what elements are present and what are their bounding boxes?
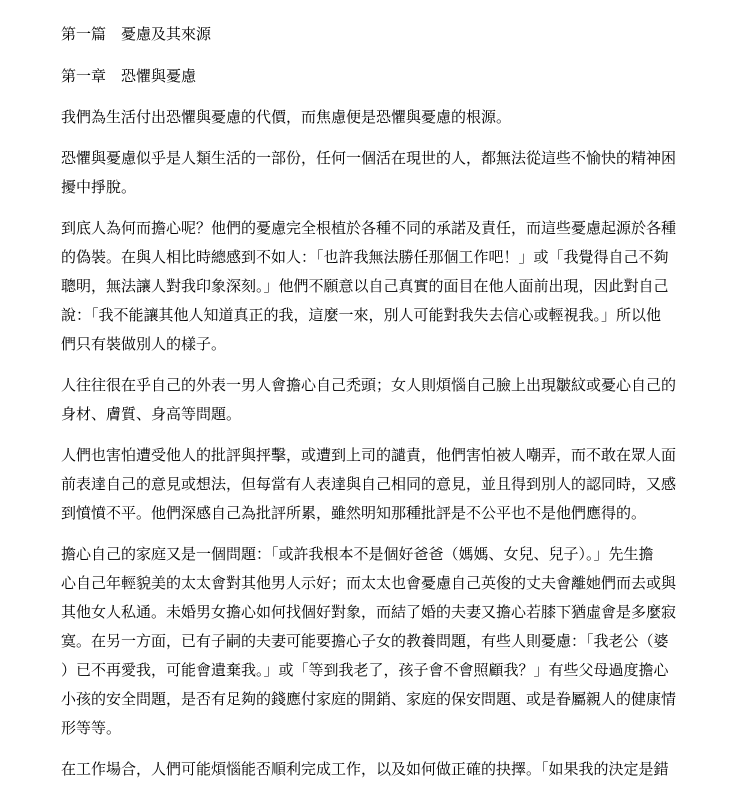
- part-heading: 第一篇 憂慮及其來源: [61, 25, 212, 43]
- paragraph: 人往往很在乎自己的外表一男人會擔心自己禿頭；女人則煩惱自己臉上出現皺紋或憂心自己的 身材、膚質、身高等問題。: [61, 376, 677, 423]
- paragraph: 在工作場合，人們可能煩惱能否順利完成工作，以及如何做正確的抉擇。「如果我的決定是錯: [61, 760, 669, 778]
- paragraph: 我們為生活付出恐懼與憂慮的代價，而焦慮便是恐懼與憂慮的根源。: [61, 108, 512, 126]
- paragraph: 到底人為何而擔心呢？他們的憂慮完全根植於各種不同的承諾及責任，而這些憂慮起源於各種 的偽裝。在與人相比時總感到不如人：「也許我無法勝任那個工作吧！」或「我覺得自己不夠 聰明，無法讓人對我印象深刻。」他們不願意以自己真實的面目在他人面前出現，因此對自己 說：「我不能讓其他人知道真正的我，這麼一來，別人可能對我失去信心或輕視我。」所以他 們只有裝做別人的樣子。: [61, 219, 677, 353]
- document-page: [61, 23, 721, 796]
- chapter-heading: 第一章 恐懼與憂慮: [61, 67, 197, 85]
- paragraph: 擔心自己的家庭又是一個問題：「或許我根本不是個好爸爸（媽媽、女兒、兒子）。」先生擔 心自己年輕貌美的太太會對其他男人示好；而太太也會憂慮自己英俊的丈夫會離她們而去或與 其他女人私通。未婚男女擔心如何找個好對象，而結了婚的夫妻又擔心若膝下猶虛會是多麼寂 寞。在另一方面，已有子嗣的夫妻可能要擔心子女的教養問題，有些人則憂慮：「我老公（婆 ）已不再愛我，可能會遺棄我。」或「等到我老了，孩子會不會照顧我？」有些父母過度擔心 小孩的安全問題，是否有足夠的錢應付家庭的開銷、家庭的保安問題、或是眷屬親人的健康情 形等等。: [61, 545, 677, 737]
- paragraph: 人們也害怕遭受他人的批評與抨擊，或遭到上司的譴責，他們害怕被人嘲弄，而不敢在眾人面 前表達自己的意見或想法，但每當有人表達與自己相同的意見，並且得到別人的認同時，又感 到憤憤不平。他們深感自己為批評所累，雖然明知那種批評是不公平也不是他們應得的。: [61, 446, 677, 522]
- paragraph: 恐懼與憂慮似乎是人類生活的一部份，任何一個活在現世的人，都無法從這些不愉快的精神困 擾中掙脫。: [61, 149, 677, 196]
